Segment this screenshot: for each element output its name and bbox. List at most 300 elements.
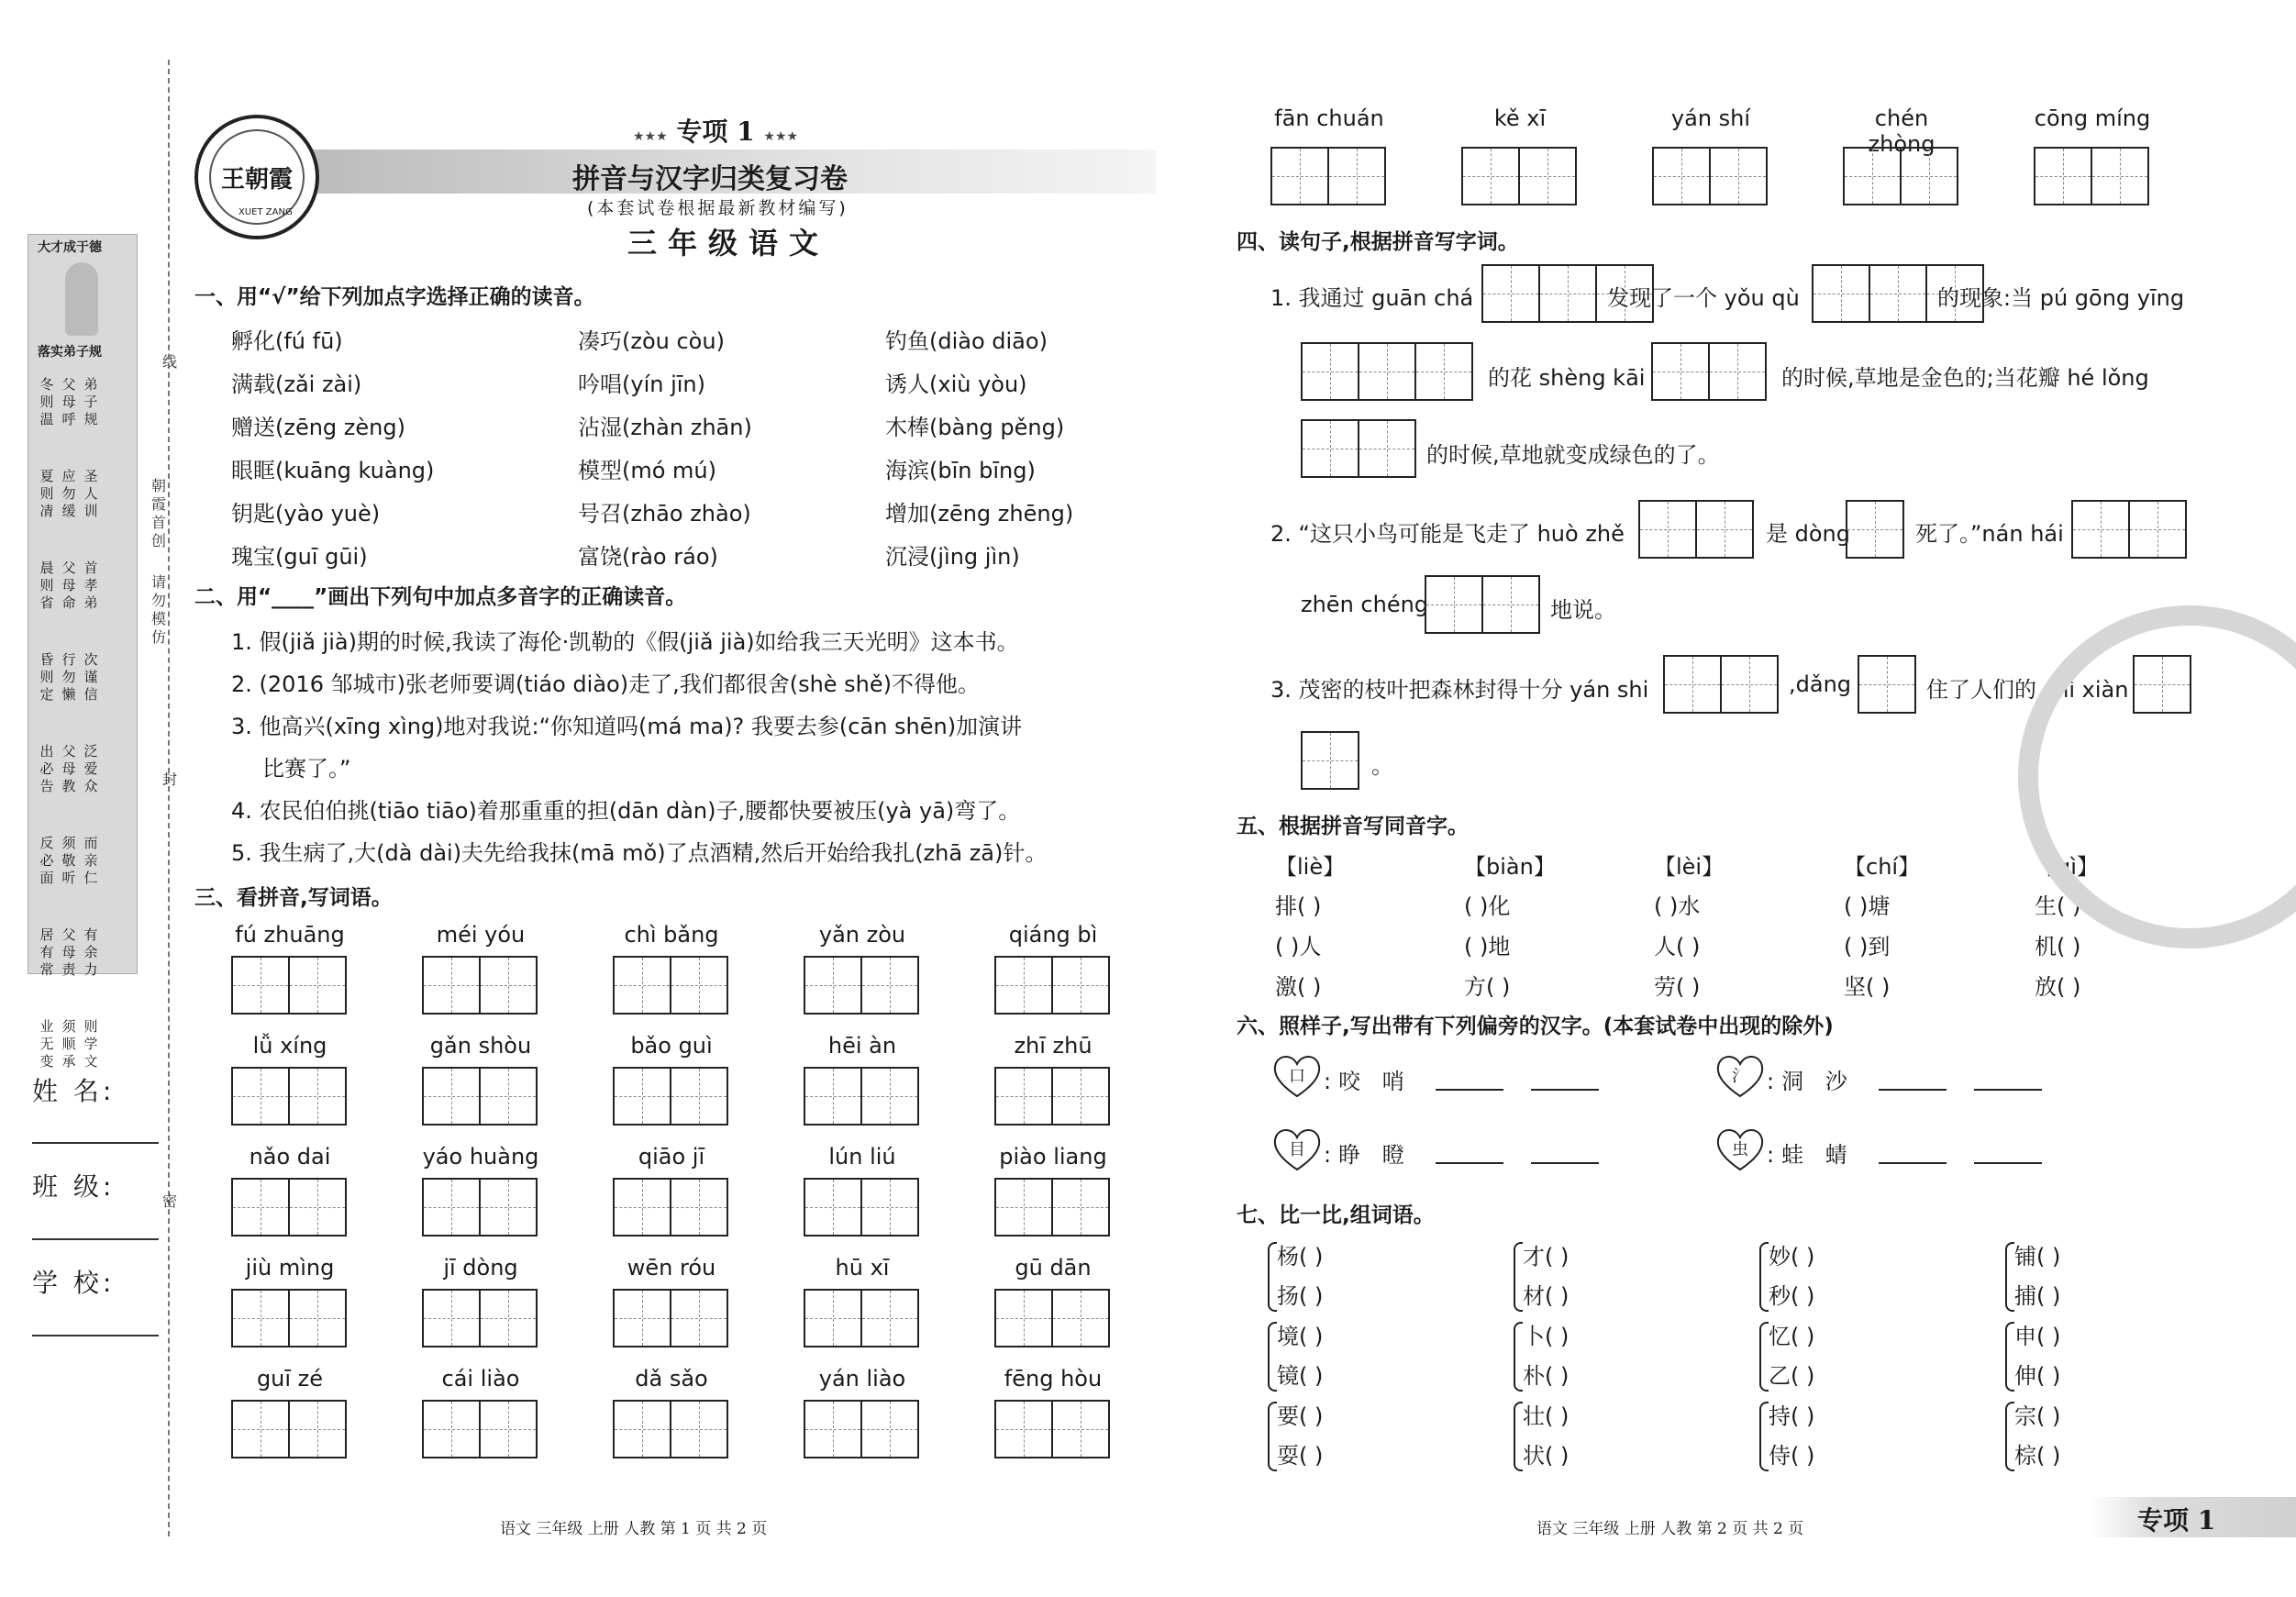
answer-cell[interactable]	[1358, 419, 1416, 478]
q3-answer-grid[interactable]	[994, 1178, 1110, 1237]
answer-cell[interactable]	[479, 1067, 538, 1126]
motto-top-1: 大才成于德	[38, 240, 102, 255]
q5-blank[interactable]: ( )人	[1275, 934, 1322, 959]
motto-col: 泛爱众	[83, 743, 98, 794]
q4-grid[interactable]	[1301, 342, 1473, 401]
school-label: 学 校:	[32, 1268, 116, 1298]
answer-cell[interactable]	[1869, 264, 1927, 323]
class-field[interactable]	[32, 1238, 159, 1240]
q3-answer-grid[interactable]	[231, 1067, 347, 1126]
answer-cell[interactable]	[613, 1289, 671, 1347]
answer-cell[interactable]	[1425, 575, 1483, 634]
answer-cell[interactable]	[1414, 342, 1473, 401]
answer-cell[interactable]	[2091, 147, 2149, 205]
motto-col: 弟子规	[83, 376, 98, 427]
answer-cell[interactable]	[860, 956, 919, 1015]
footer-tag: 专项 1	[2137, 1505, 2216, 1536]
answer-cell[interactable]	[670, 1400, 728, 1458]
q7-blank[interactable]: 乙( )	[1769, 1363, 1815, 1389]
q3-pinyin: fēng hòu	[1004, 1366, 1103, 1392]
q5-head: 【liè】	[1275, 854, 1346, 880]
q4-grid[interactable]	[1301, 731, 1359, 790]
answer-cell[interactable]	[1481, 264, 1540, 323]
answer-line[interactable]	[1531, 1162, 1599, 1164]
answer-cell[interactable]	[2128, 500, 2187, 559]
q5-blank[interactable]: ( )化	[1464, 893, 1511, 919]
pair-brace	[1759, 1322, 1769, 1392]
motto-col: 则学文	[83, 1018, 98, 1070]
q3-answer-grid[interactable]	[613, 1400, 728, 1458]
q1-item[interactable]: 赠送(zēng zèng)	[231, 415, 405, 440]
answer-cell[interactable]	[422, 956, 481, 1015]
q4-grid[interactable]	[1638, 500, 1754, 559]
answer-line[interactable]	[1974, 1162, 2042, 1164]
q3-pinyin-right: chén zhòng	[1868, 105, 1936, 157]
answer-cell[interactable]	[231, 956, 290, 1015]
motto-col: 须敬听	[61, 835, 76, 886]
q3-answer-grid[interactable]	[994, 1067, 1110, 1126]
school-field[interactable]	[32, 1335, 159, 1336]
q5-head: 【biàn】	[1464, 854, 1556, 880]
q3-answer-grid[interactable]	[613, 1289, 728, 1347]
q3-answer-grid[interactable]	[422, 956, 538, 1015]
pair-brace	[2005, 1402, 2014, 1471]
q4-text: 死了。”nán hái	[1915, 521, 2064, 547]
q1-item[interactable]: 吟唱(yín jīn)	[578, 372, 705, 397]
answer-cell[interactable]	[860, 1178, 919, 1237]
motto-col: 应勿缓	[61, 468, 76, 519]
motto-col: 首孝弟	[83, 560, 98, 611]
motto-col: 而亲仁	[83, 835, 98, 886]
q3-answer-grid[interactable]	[231, 1400, 347, 1458]
answer-line[interactable]	[1974, 1089, 2042, 1091]
q1-item[interactable]: 诱人(xiù yòu)	[885, 372, 1027, 397]
answer-cell[interactable]	[2071, 500, 2130, 559]
q3-answer-grid[interactable]	[613, 956, 728, 1015]
q1-item[interactable]: 钓鱼(diào diāo)	[885, 328, 1048, 354]
q4-text: 的花 shèng kāi	[1488, 365, 1646, 391]
answer-cell[interactable]	[479, 1289, 538, 1347]
q5-head: 【chí】	[1844, 854, 1921, 880]
q3-pinyin: hū xī	[835, 1255, 890, 1281]
logo-sub: XUET ZANG	[238, 207, 293, 217]
topic-title: 专项 1	[676, 116, 755, 147]
q7-blank[interactable]: 捕( )	[2014, 1283, 2061, 1309]
q5-blank[interactable]: ( )地	[1464, 934, 1511, 959]
binding-mark-feng: 封	[161, 771, 177, 788]
motto-col: 晨则省	[39, 560, 54, 611]
q2-line: 5. 我生病了,大(dà dài)夫先给我抹(mā mǒ)了点酒精,然后开始给我扎(zhā zā)针。	[231, 840, 1048, 866]
q3-answer-grid-right[interactable]	[1843, 147, 1958, 205]
radical-char: 目	[1289, 1140, 1305, 1159]
answer-cell[interactable]	[231, 1289, 290, 1347]
q7-title: 七、比一比,组词语。	[1237, 1203, 1435, 1227]
answer-cell[interactable]	[860, 1289, 919, 1347]
answer-cell[interactable]	[1301, 731, 1359, 790]
q7-blank[interactable]: 状( )	[1523, 1443, 1569, 1469]
q4-text: 的时候,草地是金色的;当花瓣 hé lǒng	[1781, 365, 2149, 391]
q3-answer-grid[interactable]	[231, 1178, 347, 1237]
answer-cell[interactable]	[288, 1289, 347, 1347]
q3-pinyin: zhī zhū	[1014, 1033, 1093, 1059]
motto-col: 须顺承	[61, 1018, 76, 1070]
q3-answer-grid-right[interactable]	[1461, 147, 1577, 205]
answer-cell[interactable]	[2034, 147, 2092, 205]
q1-item[interactable]: 沉浸(jìng jìn)	[885, 544, 1020, 570]
answer-line[interactable]	[1879, 1089, 1947, 1091]
q5-head: 【qì】	[2035, 854, 2099, 880]
motto-col: 夏则凊	[39, 468, 54, 519]
footer-right: 语文 三年级 上册 人教 第 2 页 共 2 页	[1536, 1520, 1804, 1538]
logo-text: 王朝霞	[209, 129, 305, 225]
motto-col: 出必告	[39, 743, 54, 794]
binding-dashed-line	[168, 60, 170, 1536]
q7-blank[interactable]: 忆( )	[1769, 1324, 1815, 1349]
q7-blank[interactable]: 材( )	[1523, 1283, 1569, 1309]
answer-cell[interactable]	[1270, 147, 1329, 205]
answer-cell[interactable]	[994, 1289, 1053, 1347]
q3-pinyin: gū dān	[1015, 1255, 1092, 1281]
answer-cell[interactable]	[1846, 500, 1904, 559]
answer-cell[interactable]	[1638, 500, 1697, 559]
q7-blank[interactable]: 秒( )	[1769, 1283, 1815, 1309]
answer-cell[interactable]	[479, 1400, 538, 1458]
name-label: 姓 名:	[32, 1076, 116, 1106]
q1-item[interactable]: 增加(zēng zhēng)	[885, 501, 1074, 527]
answer-cell[interactable]	[422, 1178, 481, 1237]
q5-blank[interactable]: 排( )	[1275, 893, 1322, 919]
answer-cell[interactable]	[1461, 147, 1520, 205]
answer-cell[interactable]	[479, 1178, 538, 1237]
answer-cell[interactable]	[1900, 147, 1958, 205]
binding-mark-mi: 密	[161, 1192, 177, 1210]
answer-cell[interactable]	[1051, 1178, 1110, 1237]
q3-answer-grid[interactable]	[422, 1178, 538, 1237]
answer-cell[interactable]	[994, 1400, 1053, 1458]
q3-pinyin: qiáng bì	[1008, 922, 1098, 948]
q4-text: 。	[1371, 753, 1393, 779]
motto-col: 父母呼	[61, 376, 76, 427]
q1-item[interactable]: 瑰宝(guī gūi)	[231, 544, 368, 570]
binding-mark-1: 朝霞首创	[150, 477, 166, 549]
q4-text: zhēn chéng	[1301, 592, 1429, 617]
q3-pinyin: nǎo dai	[249, 1144, 331, 1170]
q5-blank[interactable]: ( )到	[1844, 934, 1891, 959]
q5-blank[interactable]: 生( )	[2035, 893, 2081, 919]
q4-text: 发现了一个 yǒu qù	[1607, 285, 1800, 311]
answer-cell[interactable]	[1301, 342, 1359, 401]
q4-text: 1. 我通过 guān chá	[1270, 285, 1474, 311]
answer-cell[interactable]	[670, 1289, 728, 1347]
q5-blank[interactable]: 坚( )	[1844, 974, 1891, 1000]
answer-cell[interactable]	[1327, 147, 1386, 205]
q3-answer-grid[interactable]	[804, 1067, 919, 1126]
answer-cell[interactable]	[479, 956, 538, 1015]
q3-title: 三、看拼音,写词语。	[194, 886, 393, 910]
answer-cell[interactable]	[288, 1067, 347, 1126]
answer-line[interactable]	[1531, 1089, 1599, 1091]
q1-item[interactable]: 凑巧(zòu còu)	[578, 328, 725, 354]
q3-pinyin: wēn róu	[627, 1255, 716, 1281]
motto-col: 有余力	[83, 926, 98, 978]
radical-char: 氵	[1732, 1067, 1748, 1086]
main-title: 拼音与汉字归类复习卷	[572, 163, 848, 195]
answer-cell[interactable]	[1843, 147, 1902, 205]
q1-item[interactable]: 海滨(bīn bīng)	[885, 458, 1036, 483]
q3-pinyin: lún liú	[828, 1144, 896, 1170]
answer-cell[interactable]	[1663, 655, 1722, 714]
q1-item[interactable]: 钥匙(yào yuè)	[231, 501, 381, 527]
pair-brace	[1514, 1242, 1523, 1312]
q4-grid[interactable]	[1425, 575, 1540, 634]
answer-cell[interactable]	[1538, 264, 1597, 323]
q5-blank[interactable]: 劳( )	[1654, 974, 1701, 1000]
pair-brace	[2005, 1242, 2014, 1312]
q3-pinyin: yán liào	[818, 1366, 906, 1392]
q4-grid[interactable]	[1858, 655, 1916, 714]
q7-blank[interactable]: 持( )	[1769, 1403, 1815, 1429]
answer-cell[interactable]	[860, 1067, 919, 1126]
q5-blank[interactable]: 机( )	[2035, 934, 2081, 959]
q3-pinyin: dǎ sǎo	[635, 1366, 708, 1392]
answer-cell[interactable]	[1051, 1400, 1110, 1458]
stars-left: ★★★	[633, 129, 668, 144]
pair-brace	[2005, 1322, 2014, 1392]
q7-blank[interactable]: 棕( )	[2014, 1443, 2061, 1469]
answer-cell[interactable]	[231, 1400, 290, 1458]
q4-grid[interactable]	[1663, 655, 1779, 714]
pair-brace	[1268, 1322, 1277, 1392]
q2-title: 二、用“____”画出下列句中加点多音字的正确读音。	[194, 585, 687, 609]
q3-pinyin: jiù mìng	[245, 1255, 335, 1281]
q3-answer-grid[interactable]	[613, 1178, 728, 1237]
q4-text: 的时候,草地就变成绿色的了。	[1426, 442, 1720, 468]
q4-text: ,dǎng	[1789, 671, 1852, 697]
q1-item[interactable]: 号召(zhāo zhào)	[578, 501, 751, 527]
q3-answer-grid[interactable]	[804, 956, 919, 1015]
answer-cell[interactable]	[613, 1400, 671, 1458]
q7-blank[interactable]: 扬( )	[1277, 1283, 1324, 1309]
answer-cell[interactable]	[1051, 1067, 1110, 1126]
answer-cell[interactable]	[804, 1289, 862, 1347]
answer-cell[interactable]	[1695, 500, 1754, 559]
q1-item[interactable]: 眼眶(kuāng kuàng)	[231, 458, 435, 483]
q2-line: 4. 农民伯伯挑(tiāo tiāo)着那重重的担(dān dàn)子,腰都快要被压(yà yā)弯了。	[231, 798, 1021, 824]
q4-grid[interactable]	[1651, 342, 1767, 401]
q3-pinyin-right: fān chuán	[1274, 105, 1384, 131]
q5-blank[interactable]: 激( )	[1275, 974, 1322, 1000]
answer-cell[interactable]	[804, 1067, 862, 1126]
q3-answer-grid[interactable]	[422, 1067, 538, 1126]
q4-grid[interactable]	[2071, 500, 2187, 559]
q7-blank[interactable]: 耍( )	[1277, 1443, 1324, 1469]
answer-cell[interactable]	[613, 956, 671, 1015]
q1-item[interactable]: 满载(zǎi zài)	[231, 372, 362, 397]
answer-cell[interactable]	[994, 1178, 1053, 1237]
answer-cell[interactable]	[1301, 419, 1359, 478]
name-field[interactable]	[32, 1142, 159, 1144]
q7-blank[interactable]: 铺( )	[2014, 1244, 2061, 1270]
q3-pinyin: yǎn zòu	[818, 922, 906, 948]
q2-line: 2. (2016 邹城市)张老师要调(tiáo diào)走了,我们都很舍(shè shě)不得他。	[231, 671, 981, 697]
q3-answer-grid-right[interactable]	[1270, 147, 1386, 205]
answer-line[interactable]	[1436, 1162, 1503, 1164]
q1-item[interactable]: 模型(mó mú)	[578, 458, 717, 483]
answer-cell[interactable]	[231, 1178, 290, 1237]
q3-pinyin-right: cōng míng	[2034, 105, 2151, 131]
motto-col: 昏则定	[39, 651, 54, 703]
motto-col: 业无变	[39, 1018, 54, 1070]
answer-cell[interactable]	[1720, 655, 1779, 714]
q5-head: 【lèi】	[1654, 854, 1725, 880]
q3-pinyin-right: yán shí	[1670, 105, 1751, 131]
answer-cell[interactable]	[804, 956, 862, 1015]
q3-pinyin: méi yóu	[436, 922, 526, 948]
q7-blank[interactable]: 才( )	[1523, 1244, 1569, 1270]
q3-answer-grid[interactable]	[994, 1400, 1110, 1458]
answer-cell[interactable]	[1708, 342, 1767, 401]
answer-cell[interactable]	[1651, 342, 1710, 401]
motto-top-2: 落实弟子规	[38, 345, 102, 360]
q5-blank[interactable]: ( )水	[1654, 893, 1701, 919]
q5-blank[interactable]: ( )塘	[1844, 893, 1891, 919]
q7-blank[interactable]: 镜( )	[1277, 1363, 1324, 1389]
answer-cell[interactable]	[422, 1289, 481, 1347]
q1-item[interactable]: 富饶(rào ráo)	[578, 544, 718, 570]
q3-answer-grid[interactable]	[231, 956, 347, 1015]
radical-example: :睁 瞪	[1324, 1142, 1412, 1168]
q5-blank[interactable]: 放( )	[2035, 974, 2081, 1000]
answer-cell[interactable]	[1709, 147, 1768, 205]
q3-pinyin: fú zhuāng	[235, 922, 345, 948]
pair-brace	[1514, 1402, 1523, 1471]
q7-blank[interactable]: 宗( )	[2014, 1403, 2061, 1429]
answer-cell[interactable]	[1518, 147, 1577, 205]
brand-logo	[194, 115, 319, 239]
q7-blank[interactable]: 卜( )	[1523, 1324, 1569, 1349]
footer-left: 语文 三年级 上册 人教 第 1 页 共 2 页	[500, 1520, 768, 1538]
answer-cell[interactable]	[1652, 147, 1711, 205]
answer-cell[interactable]	[1051, 1289, 1110, 1347]
q7-blank[interactable]: 妙( )	[1769, 1244, 1815, 1270]
q1-item[interactable]: 沾湿(zhàn zhān)	[578, 415, 752, 440]
q3-answer-grid-right[interactable]	[1652, 147, 1768, 205]
q7-blank[interactable]: 壮( )	[1523, 1403, 1569, 1429]
q5-blank[interactable]: 人( )	[1654, 934, 1701, 959]
q3-pinyin-right: kě xī	[1493, 105, 1547, 131]
binding-mark-2: 请勿模仿	[150, 573, 166, 646]
answer-cell[interactable]	[1812, 264, 1870, 323]
q7-blank[interactable]: 杨( )	[1277, 1244, 1324, 1270]
q3-pinyin: lǚ xíng	[252, 1033, 327, 1059]
q4-title: 四、读句子,根据拼音写字词。	[1237, 230, 1519, 254]
q1-item[interactable]: 木棒(bàng pěng)	[885, 415, 1065, 440]
answer-cell[interactable]	[994, 1067, 1053, 1126]
q3-pinyin: jī dòng	[443, 1255, 518, 1281]
q3-pinyin: yáo huàng	[422, 1144, 539, 1170]
q3-answer-grid[interactable]	[994, 1289, 1110, 1347]
answer-cell[interactable]	[860, 1400, 919, 1458]
q3-answer-grid[interactable]	[613, 1067, 728, 1126]
binding-mark-xian: 线	[161, 353, 177, 371]
q7-blank[interactable]: 伸( )	[2014, 1363, 2061, 1389]
answer-cell[interactable]	[670, 1067, 728, 1126]
q4-grid[interactable]	[1301, 419, 1416, 478]
q3-answer-grid[interactable]	[804, 1178, 919, 1237]
q4-grid[interactable]	[1846, 500, 1904, 559]
q4-text: 3. 茂密的枝叶把森林封得十分 yán shi	[1270, 677, 1649, 703]
q2-line: 3. 他高兴(xīng xìng)地对我说:“你知道吗(má ma)? 我要去参(cān shēn)加演讲	[231, 714, 1023, 739]
q5-blank[interactable]: 方( )	[1464, 974, 1511, 1000]
motto-col: 父母命	[61, 560, 76, 611]
answer-cell[interactable]	[804, 1400, 862, 1458]
answer-cell[interactable]	[1358, 342, 1416, 401]
answer-cell[interactable]	[670, 956, 728, 1015]
q7-blank[interactable]: 要( )	[1277, 1403, 1324, 1429]
stars-right: ★★★	[763, 129, 799, 144]
pair-brace	[1759, 1242, 1769, 1312]
answer-cell[interactable]	[613, 1178, 671, 1237]
q3-answer-grid[interactable]	[422, 1289, 538, 1347]
answer-cell[interactable]	[1858, 655, 1916, 714]
q3-answer-grid[interactable]	[804, 1289, 919, 1347]
q3-pinyin: piào liang	[999, 1144, 1107, 1170]
radical-char: 虫	[1732, 1140, 1748, 1159]
q1-item[interactable]: 孵化(fú fū)	[231, 328, 343, 354]
answer-cell[interactable]	[613, 1067, 671, 1126]
answer-cell[interactable]	[804, 1178, 862, 1237]
answer-cell[interactable]	[670, 1178, 728, 1237]
answer-cell[interactable]	[1481, 575, 1540, 634]
q7-blank[interactable]: 朴( )	[1523, 1363, 1569, 1389]
motto-col: 圣人训	[83, 468, 98, 519]
answer-cell[interactable]	[422, 1067, 481, 1126]
q7-blank[interactable]: 侍( )	[1769, 1443, 1815, 1469]
answer-cell[interactable]	[288, 1400, 347, 1458]
q3-answer-grid-right[interactable]	[2034, 147, 2149, 205]
q3-pinyin: gǎn shòu	[429, 1033, 532, 1059]
answer-cell[interactable]	[288, 1178, 347, 1237]
radical-char: 口	[1289, 1067, 1305, 1086]
q3-pinyin: bǎo guì	[630, 1033, 713, 1059]
q4-text: 地说。	[1550, 597, 1616, 623]
radical-example: :洞 沙	[1767, 1069, 1855, 1094]
sub-note: (本套试卷根据最新教材编写)	[587, 198, 849, 218]
q3-answer-grid[interactable]	[994, 956, 1110, 1015]
pair-brace	[1514, 1322, 1523, 1392]
q3-answer-grid[interactable]	[422, 1400, 538, 1458]
q4-text: 的现象:当 pú gōng yīng	[1937, 285, 2185, 311]
answer-line[interactable]	[1436, 1089, 1503, 1091]
motto-col: 次谨信	[83, 651, 98, 703]
q4-text: 是 dòng	[1766, 521, 1850, 547]
motto-col: 反必面	[39, 835, 54, 886]
q7-blank[interactable]: 申( )	[2014, 1324, 2061, 1349]
q3-answer-grid[interactable]	[804, 1400, 919, 1458]
q7-blank[interactable]: 境( )	[1277, 1324, 1324, 1349]
answer-line[interactable]	[1879, 1162, 1947, 1164]
q3-answer-grid[interactable]	[231, 1289, 347, 1347]
motto-col: 父母教	[61, 743, 76, 794]
answer-cell[interactable]	[1051, 956, 1110, 1015]
motto-col: 居有常	[39, 926, 54, 978]
answer-cell[interactable]	[994, 956, 1053, 1015]
answer-cell[interactable]	[288, 956, 347, 1015]
answer-cell[interactable]	[422, 1400, 481, 1458]
scholar-figure	[65, 262, 98, 336]
answer-cell[interactable]	[231, 1067, 290, 1126]
pair-brace	[1268, 1402, 1277, 1471]
